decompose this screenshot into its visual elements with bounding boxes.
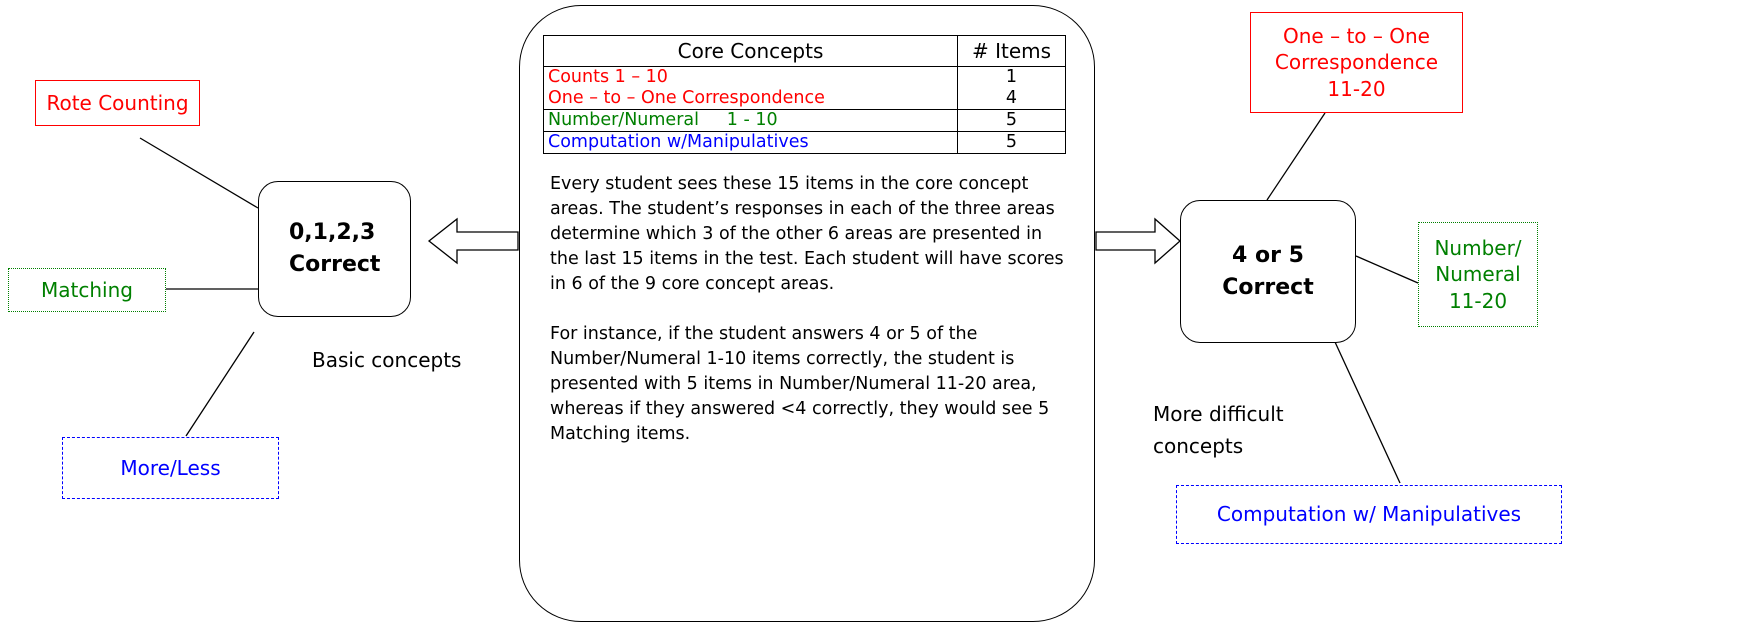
- concept-cell: Counts 1 – 10: [544, 67, 958, 89]
- area-box-one-to-one-11-20: [1250, 12, 1463, 113]
- table-row: [544, 67, 1066, 89]
- arrow-left-icon: [429, 219, 518, 263]
- caption-more-difficult-concepts: More difficult concepts: [1153, 402, 1284, 458]
- table-row: [544, 88, 1066, 110]
- table-row: [544, 110, 1066, 132]
- items-cell: 4: [958, 88, 1066, 110]
- area-label: Number/ Numeral 11-20: [1434, 235, 1522, 313]
- concept-cell: Number/Numeral 1 - 10: [544, 110, 958, 132]
- area-box-matching: [8, 268, 166, 312]
- area-label: Matching: [41, 277, 133, 302]
- concept-cell: Computation w/Manipulatives: [544, 132, 958, 154]
- header-core-concepts: Core Concepts: [544, 36, 958, 67]
- core-concepts-table: [543, 35, 1066, 154]
- area-label: More/Less: [120, 455, 221, 480]
- arrow-right-icon: [1096, 219, 1180, 263]
- area-box-more-less: [62, 437, 279, 499]
- description-paragraph: Every student sees these 15 items in the core concept areas. The student’s responses in each of the three areas determine which 3 of the other 6 areas are presented in the last 15 items in the test. Each student will have scores in 6 of the 9 core concept areas.: [550, 174, 1064, 294]
- area-box-rote-counting: [35, 80, 200, 126]
- connector-number-numeral-11-20: [1356, 256, 1418, 283]
- items-cell: 5: [958, 132, 1066, 154]
- connector-one-to-one-11-20: [1267, 113, 1325, 200]
- area-label: One – to – One Correspondence 11-20: [1274, 23, 1439, 101]
- description-text: [550, 172, 1070, 447]
- header-items: # Items: [958, 36, 1066, 67]
- score-label: 4 or 5 Correct: [1222, 242, 1314, 300]
- area-label: Computation w/ Manipulatives: [1216, 502, 1522, 527]
- items-cell: 1: [958, 67, 1066, 89]
- items-cell: 5: [958, 110, 1066, 132]
- score-box-high: [1180, 200, 1356, 343]
- area-label: Rote Counting: [46, 90, 189, 115]
- connector-more-less: [186, 332, 254, 436]
- description-paragraph: For instance, if the student answers 4 or 5 of the Number/Numeral 1-10 items correctly, the student is presented with 5 items in Number/Numeral 11-20 area, whereas if they answered <4 correctly, they would see 5 Matching items.: [550, 324, 1050, 444]
- score-box-low: [258, 181, 411, 317]
- table-row: [544, 132, 1066, 154]
- concept-cell: One – to – One Correspondence: [544, 88, 958, 110]
- connector-rote-counting: [140, 138, 258, 208]
- area-box-computation: [1176, 485, 1562, 544]
- area-box-number-numeral-11-20: [1418, 222, 1538, 327]
- caption-basic-concepts: Basic concepts: [312, 348, 462, 372]
- score-label: 0,1,2,3 Correct: [289, 220, 381, 277]
